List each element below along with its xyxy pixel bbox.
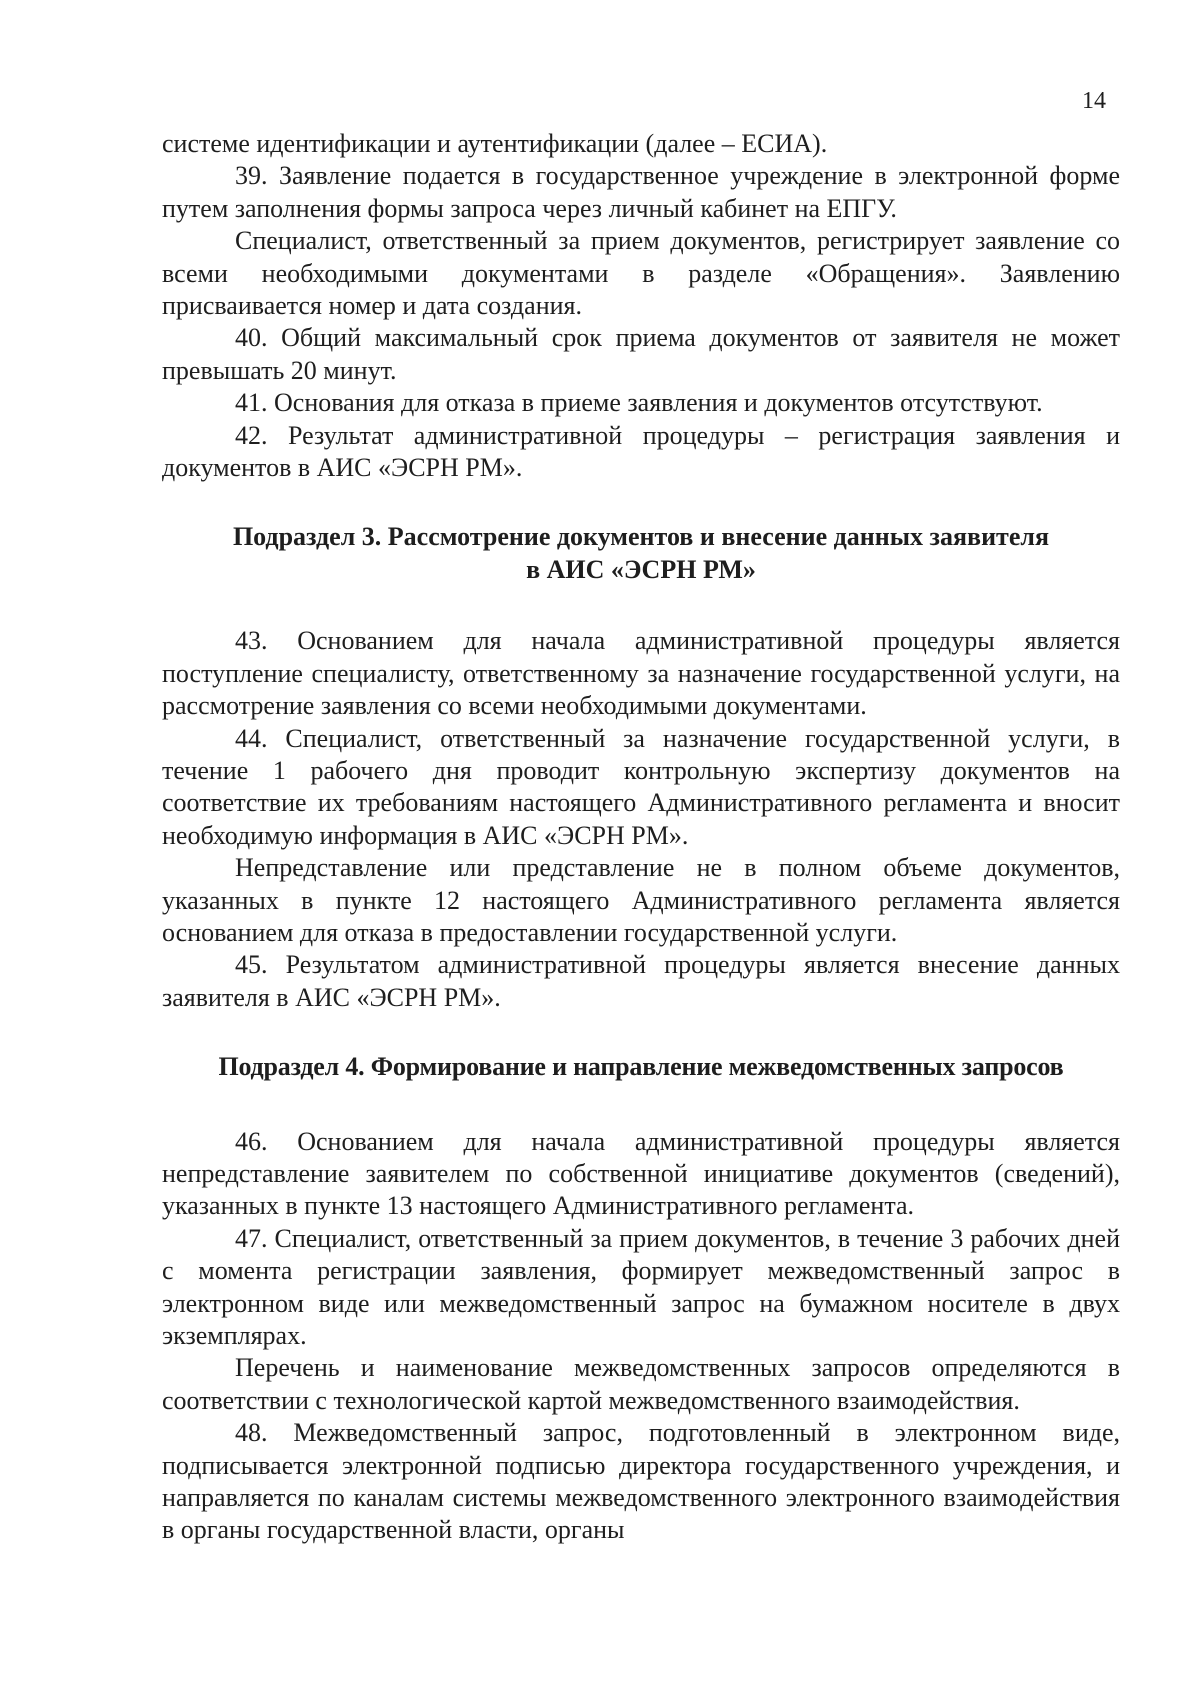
paragraph-44-continued: Непредставление или представление не в полном объеме документов, указанных в пункте 12 настоящего Административного регламента является основанием для отказа в предоставлении государственной услуги. <box>162 853 1120 947</box>
heading-subsection-3-line-1: Подраздел 3. Рассмотрение документов и внесение данных заявителя <box>232 522 1050 552</box>
heading-subsection-3-line-2: в АИС «ЭСРН РМ» <box>526 554 756 584</box>
heading-subsection-3 <box>162 521 1120 586</box>
section-middle-paragraphs <box>162 625 1120 1014</box>
page-number: 14 <box>1082 88 1106 114</box>
paragraph-41: 41. Основания для отказа в приеме заявления и документов отсутствуют. <box>235 388 1043 418</box>
paragraph-44: 44. Специалист, ответственный за назначение государственной услуги, в течение 1 рабочего дня проводит контрольную экспертизу документов на соответствие их требованиям настоящего Административного регламента и вносит необходимую информация в АИС «ЭСРН РМ». <box>162 723 1120 850</box>
heading-subsection-4 <box>162 1051 1120 1083</box>
paragraph-esia: системе идентификации и аутентификации (далее – ЕСИА). <box>162 129 828 158</box>
paragraph-47-continued: Перечень и наименование межведомственных запросов определяются в соответствии с технологической картой межведомственного взаимодействия. <box>162 1353 1120 1415</box>
paragraph-40: 40. Общий максимальный срок приема документов от заявителя не может превышать 20 минут. <box>162 323 1120 385</box>
document-body <box>162 128 1120 1547</box>
paragraph-48: 48. Межведомственный запрос, подготовленный в электронном виде, подписывается электронной подписью директора государственного учреждения, и направляется по каналам системы межведомственного электронного взаимодействия в органы государственной власти, органы <box>162 1418 1120 1545</box>
paragraph-47: 47. Специалист, ответственный за прием документов, в течение 3 рабочих дней с момента регистрации заявления, формирует межведомственный запрос в электронном виде или межведомственный запрос на бумажном носителе в двух экземплярах. <box>162 1223 1120 1350</box>
paragraph-43: 43. Основанием для начала административной процедуры является поступление специалисту, ответственному за назначение государственной услуги, на рассмотрение заявления со всеми необходимыми документами. <box>162 626 1120 721</box>
paragraph-42: 42. Результат административной процедуры – регистрация заявления и документов в АИС «ЭСРН РМ». <box>162 420 1120 483</box>
paragraph-45: 45. Результатом административной процедуры является внесение данных заявителя в АИС «ЭСРН РМ». <box>162 950 1120 1012</box>
paragraph-39: 39. Заявление подается в государственное учреждение в электронной форме путем заполнения формы запроса через личный кабинет на ЕПГУ. <box>162 161 1120 223</box>
heading-subsection-4-line-1: Подраздел 4. Формирование и направление межведомственных запросов <box>218 1052 1064 1082</box>
paragraph-46: 46. Основанием для начала административной процедуры является непредставление заявителем по собственной инициативе документов (сведений), указанных в пункте 13 настоящего Административного регламента. <box>162 1126 1120 1221</box>
paragraph-39-continued: Специалист, ответственный за прием документов, регистрирует заявление со всеми необходимыми документами в разделе «Обращения». Заявлению присваивается номер и дата создания. <box>162 226 1120 321</box>
section-bottom-paragraphs <box>162 1126 1120 1547</box>
section-top-paragraphs <box>162 128 1120 484</box>
